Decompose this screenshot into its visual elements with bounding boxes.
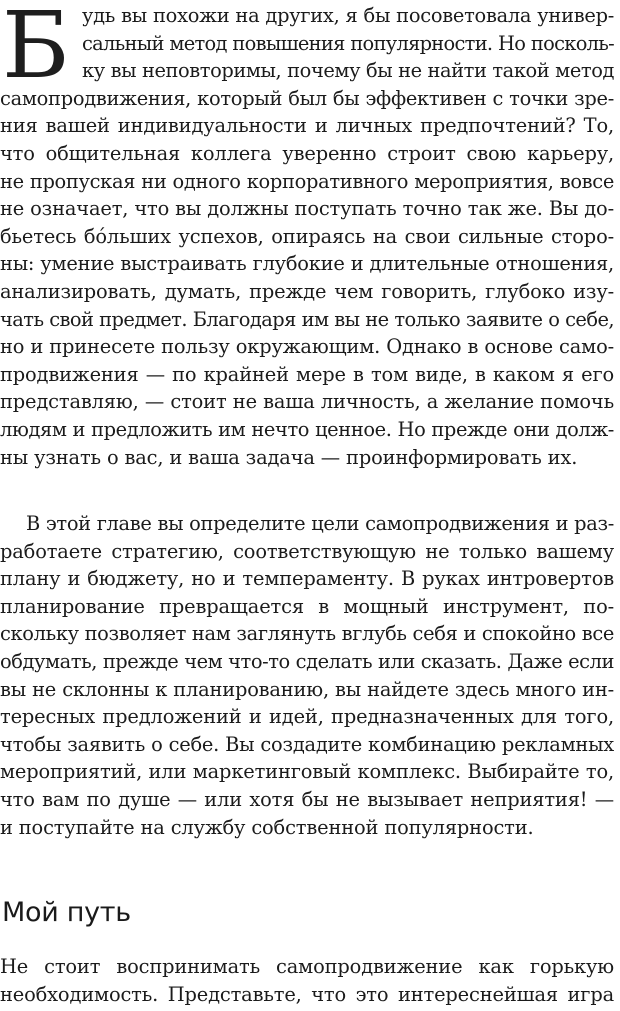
text-line: Не стоит воспринимать самопродвижение как горькую (0, 955, 614, 978)
text-line: обдумать, прежде чем что-то сделать или сказать. Даже если (0, 649, 614, 673)
text-line: планирование превращается в мощный инструмент, по- (0, 594, 614, 618)
text-line: ку вы неповторимы, почему бы не найти такой метод (82, 59, 614, 83)
text-line: работаете стратегию, соответствующую не только вашему (0, 539, 614, 563)
text-line: плану и бюджету, но и темпераменту. В руках интровертов (0, 567, 614, 591)
text-line: бьетесь бóльших успехов, опираясь на свои сильные сторо- (0, 224, 614, 248)
text-line: скольку позволяет нам заглянуть вглубь себя и спокойно все (0, 622, 614, 646)
text-line: но и принесете пользу окружающим. Однако в основе само- (0, 335, 614, 359)
text-line: В этой главе вы определите цели самопродвижения и раз- (26, 512, 614, 535)
drop-cap-letter: Б (2, 0, 70, 99)
paragraph-intro (0, 2, 614, 471)
text-line: тересных предложений и идей, предназначенных для того, (0, 705, 614, 729)
text-line: ния вашей индивидуальности и личных предпочтений? То, (0, 114, 614, 138)
text-line: продвижения — по крайней мере в том виде, в каком я его (0, 362, 614, 386)
text-line: что вам по душе — или хотя бы не вызывает неприятия! — (0, 787, 614, 811)
text-line: анализировать, думать, прежде чем говорить, глубоко изу- (0, 279, 614, 303)
section-heading: Мой путь (2, 897, 131, 928)
text-line: мероприятий, или маркетинговый комплекс. Выбирайте то, (0, 760, 614, 784)
text-line: чтобы заявить о себе. Вы создадите комбинацию рекламных (0, 732, 614, 756)
text-line: вы не склонны к планированию, вы найдете здесь много ин- (0, 677, 614, 701)
text-line: ны: умение выстраивать глубокие и длительные отношения, (0, 252, 614, 276)
text-line: не означает, что вы должны поступать точно так же. Вы до- (0, 197, 614, 221)
paragraph-chapter-goals (0, 510, 614, 841)
paragraph-my-path (0, 953, 614, 1008)
text-line: сальный метод повышения популярности. Но посколь- (82, 31, 614, 55)
text-line: чать свой предмет. Благодаря им вы не только заявите о себе, (0, 307, 614, 331)
text-line: необходимость. Представьте, что это интереснейшая игра (0, 982, 614, 1006)
text-line: ны узнать о вас, и ваша задача — проинформировать их. (0, 445, 578, 469)
text-line: не пропуская ни одного корпоративного мероприятия, вовсе (0, 169, 614, 193)
text-line: самопродвижения, который был бы эффективен с точки зре- (0, 86, 614, 110)
text-line: и поступайте на службу собственной популярности. (0, 815, 534, 839)
text-line: людям и предложить им нечто ценное. Но прежде они долж- (0, 417, 614, 441)
text-line: удь вы похожи на других, я бы посоветовала универ- (82, 4, 614, 27)
text-line: представляю, — стоит не ваша личность, а желание помочь (0, 390, 614, 414)
text-line: что общительная коллега уверенно строит свою карьеру, (0, 141, 614, 165)
